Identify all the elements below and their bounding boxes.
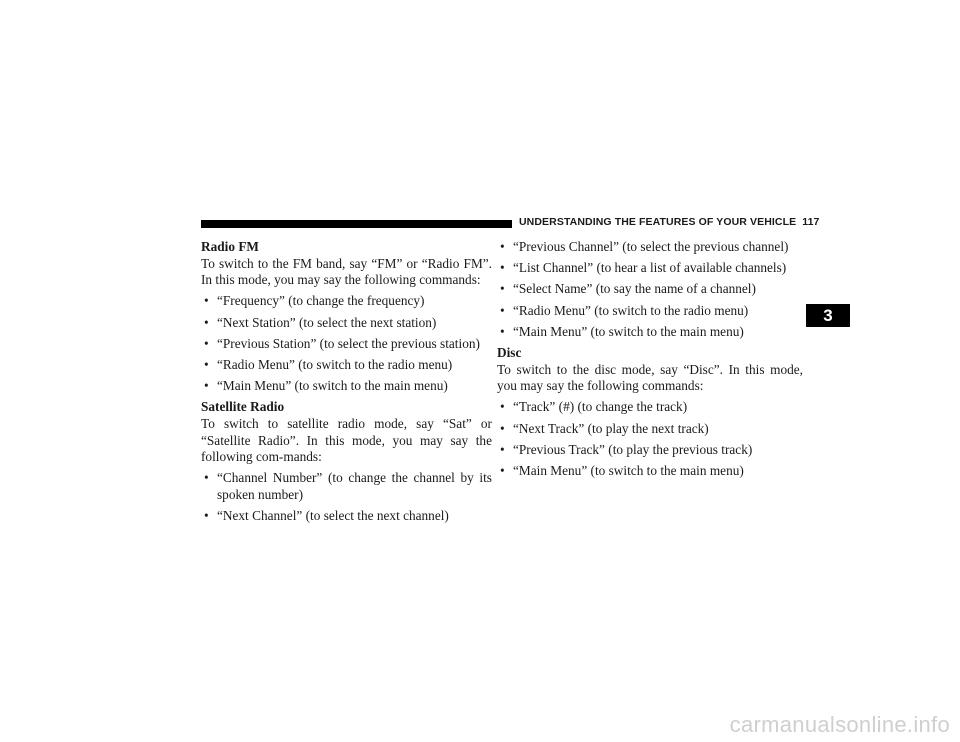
chapter-tab: 3	[806, 304, 850, 327]
list-item	[201, 315, 492, 332]
section-heading-disc: Disc	[497, 344, 522, 360]
list-item	[497, 281, 803, 298]
list-item	[497, 399, 803, 416]
satellite-intro: To switch to satellite radio mode, say “Sat” or “Satellite Radio”. In this mode, you may say the following com-mands:	[201, 415, 492, 465]
satellite-command-list-continued	[497, 239, 803, 340]
bullet-icon: •	[500, 462, 505, 478]
watermark: carmanualsonline.info	[729, 712, 950, 737]
list-item-text: “Next Station” (to select the next station)	[217, 314, 437, 330]
section-heading-radio-fm: Radio FM	[201, 239, 259, 254]
bullet-icon: •	[500, 399, 505, 415]
right-column	[497, 239, 803, 479]
bullet-icon: •	[500, 260, 505, 276]
list-item-text: “Select Name” (to say the name of a channel)	[513, 281, 756, 297]
list-item	[497, 442, 803, 459]
bullet-icon: •	[500, 441, 505, 457]
list-item-text: “Frequency” (to change the frequency)	[217, 293, 425, 309]
bullet-icon: •	[204, 314, 209, 330]
page-number: 117	[802, 216, 820, 228]
list-item-text: “Next Channel” (to select the next channel)	[217, 508, 449, 524]
list-item-text: “Previous Station” (to select the previous station)	[217, 335, 480, 351]
bullet-icon: •	[204, 470, 209, 486]
list-item	[201, 357, 492, 374]
bullet-icon: •	[500, 420, 505, 436]
bullet-icon: •	[204, 378, 209, 394]
list-item	[497, 239, 803, 256]
bullet-icon: •	[500, 302, 505, 318]
bullet-icon: •	[204, 356, 209, 372]
list-item	[497, 260, 803, 277]
left-column	[201, 239, 492, 525]
list-item-text: “Previous Channel” (to select the previous channel)	[513, 239, 789, 254]
list-item	[201, 378, 492, 395]
header-title: UNDERSTANDING THE FEATURES OF YOUR VEHICLE	[519, 216, 797, 228]
list-item	[497, 463, 803, 480]
bullet-icon: •	[204, 293, 209, 309]
list-item-text: “Main Menu” (to switch to the main menu)	[513, 462, 744, 478]
disc-intro: To switch to the disc mode, say “Disc”. In this mode, you may say the following commands:	[497, 361, 803, 394]
list-item-text: “Main Menu” (to switch to the main menu)	[217, 378, 448, 394]
list-item	[497, 303, 803, 320]
list-item-text: “Main Menu” (to switch to the main menu)	[513, 323, 744, 339]
list-item-text: “List Channel” (to hear a list of available channels)	[513, 260, 787, 276]
list-item-text: “Previous Track” (to play the previous track)	[513, 441, 753, 457]
running-header	[519, 216, 819, 228]
bullet-icon: •	[500, 323, 505, 339]
satellite-command-list	[201, 470, 492, 524]
list-item	[201, 293, 492, 310]
list-item	[201, 508, 492, 525]
list-item-text: “Next Track” (to play the next track)	[513, 420, 709, 436]
header-rule	[201, 220, 512, 228]
bullet-icon: •	[500, 281, 505, 297]
section-heading-satellite-radio: Satellite Radio	[201, 399, 285, 415]
bullet-icon: •	[204, 335, 209, 351]
list-item-text: “Channel Number” (to change the channel by its spoken number)	[217, 470, 492, 502]
list-item	[201, 336, 492, 353]
radio-fm-command-list	[201, 293, 492, 394]
bullet-icon: •	[500, 239, 505, 254]
list-item	[201, 470, 492, 503]
disc-command-list	[497, 399, 803, 479]
list-item-text: “Radio Menu” (to switch to the radio menu)	[513, 302, 749, 318]
radio-fm-intro: To switch to the FM band, say “FM” or “Radio FM”. In this mode, you may say the following commands:	[201, 255, 492, 288]
list-item-text: “Track” (#) (to change the track)	[513, 399, 688, 415]
bullet-icon: •	[204, 508, 209, 524]
list-item	[497, 421, 803, 438]
list-item	[497, 324, 803, 341]
list-item-text: “Radio Menu” (to switch to the radio menu)	[217, 356, 453, 372]
